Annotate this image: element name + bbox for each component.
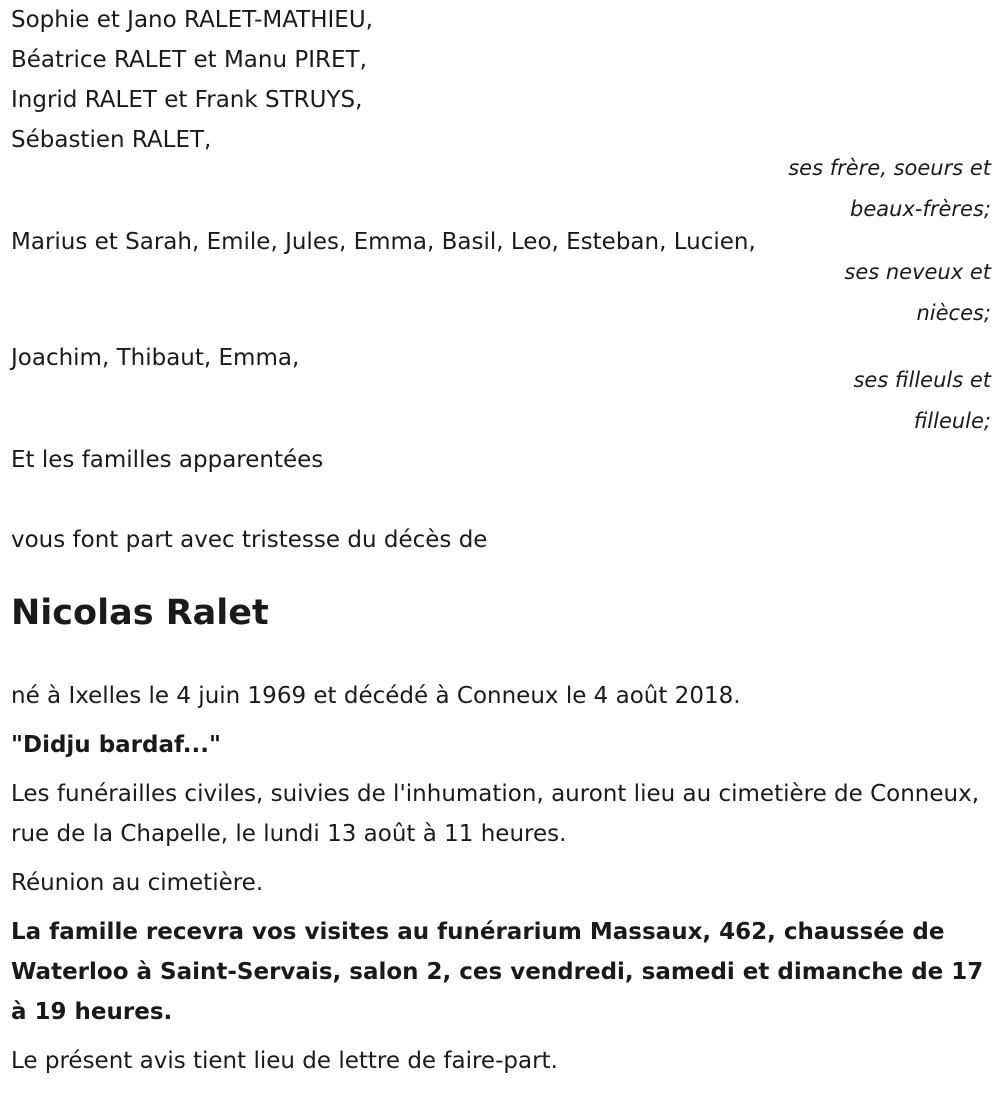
announcement: vous font part avec tristesse du décès de	[11, 527, 488, 553]
visits-info: La famille recevra vos visites au funérarium Massaux, 462, chaussée de Waterloo à Saint-Servais, salon 2, ces vendredi, samedi et dimanche de 17 à 19 heures.	[11, 919, 984, 1025]
godchildren-relation: ses filleuls et filleule;	[853, 368, 991, 433]
family-line: Sébastien RALET,	[11, 127, 212, 153]
nephews-line: Marius et Sarah, Emile, Jules, Emma, Basil, Leo, Esteban, Lucien,	[11, 229, 756, 255]
family-line: Ingrid RALET et Frank STRUYS,	[11, 87, 363, 113]
meeting-info: Réunion au cimetière.	[11, 870, 264, 896]
godchildren-line: Joachim, Thibaut, Emma,	[11, 345, 300, 371]
family-line: Béatrice RALET et Manu PIRET,	[11, 47, 367, 73]
birth-death: né à Ixelles le 4 juin 1969 et décédé à Conneux le 4 août 2018.	[11, 683, 741, 709]
deceased-name: Nicolas Ralet	[11, 593, 269, 633]
nephews-relation: ses neveux et nièces;	[844, 260, 991, 325]
siblings-relation: ses frère, soeurs et beaux-frères;	[788, 156, 991, 221]
closing-note: Le présent avis tient lieu de lettre de faire-part.	[11, 1048, 558, 1074]
funeral-info: Les funérailles civiles, suivies de l'inhumation, auront lieu au cimetière de Conneux, rue de la Chapelle, le lundi 13 août à 11 heures.	[11, 781, 980, 847]
death-notice	[11, 0, 991, 1090]
relatives-line: Et les familles apparentées	[11, 447, 324, 473]
quote: "Didju bardaf..."	[11, 732, 221, 758]
family-line: Sophie et Jano RALET-MATHIEU,	[11, 7, 373, 33]
